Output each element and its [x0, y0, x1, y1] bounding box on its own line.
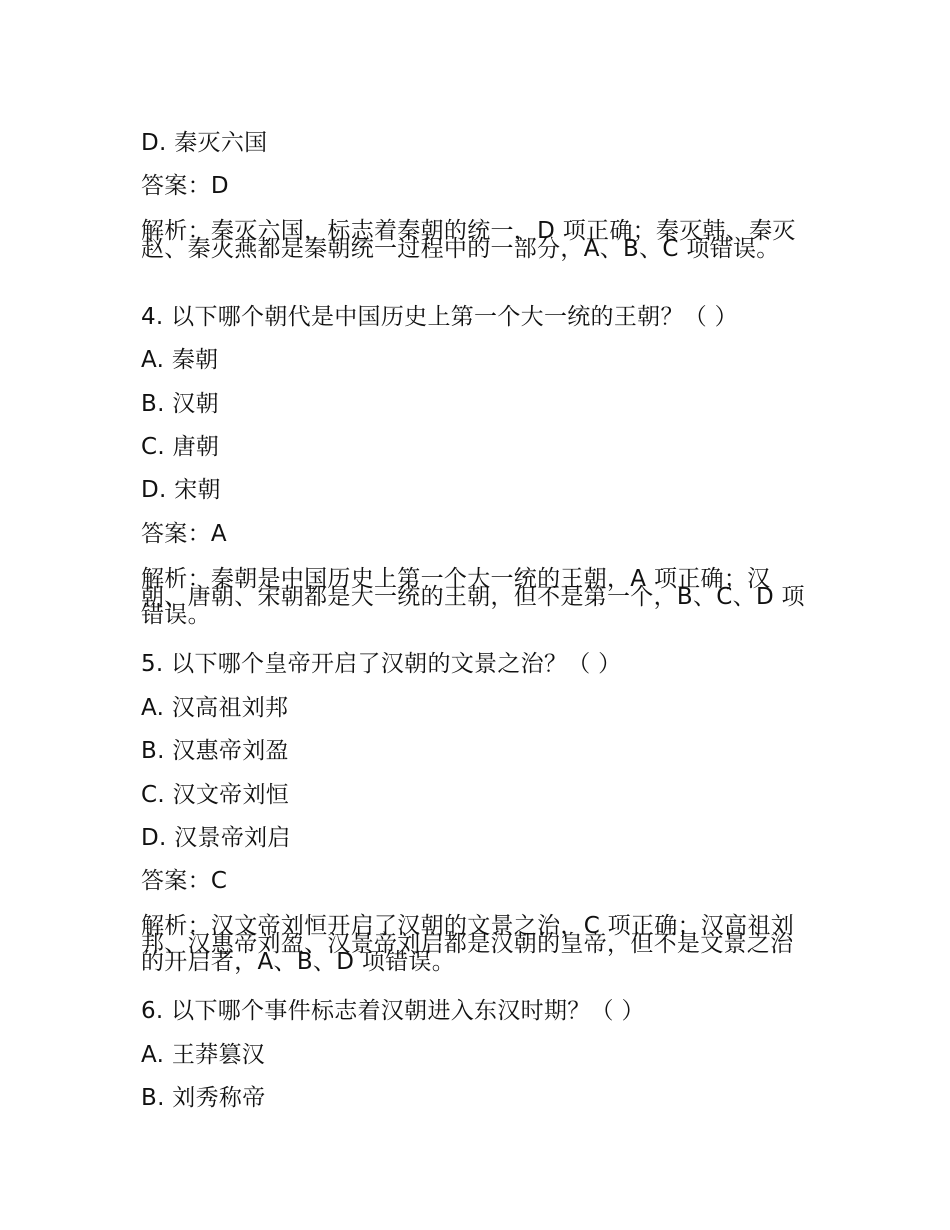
q5-question: 5. 以下哪个皇帝开启了汉朝的文景之治？（ ） [141, 651, 622, 677]
q4-question: 4. 以下哪个朝代是中国历史上第一个大一统的王朝？（ ） [141, 304, 738, 330]
q4-option-a: A. 秦朝 [141, 347, 219, 373]
q4-answer: 答案：A [141, 521, 227, 547]
q4-explanation: 解析：秦朝是中国历史上第一个大一统的王朝，A 项正确；汉朝、唐朝、宋朝都是大一统的王朝，但不是第一个，B、C、D 项错误。 [141, 566, 805, 628]
q6-option-a: A. 王莽篡汉 [141, 1042, 266, 1068]
q6-question: 6. 以下哪个事件标志着汉朝进入东汉时期？（ ） [141, 998, 645, 1024]
q6-option-b: B. 刘秀称帝 [141, 1085, 266, 1111]
q5-option-a: A. 汉高祖刘邦 [141, 695, 289, 721]
q3-option-d: D. 秦灭六国 [141, 130, 268, 156]
q5-answer: 答案：C [141, 868, 228, 894]
q5-option-c: C. 汉文帝刘恒 [141, 782, 290, 808]
q4-option-d: D. 宋朝 [141, 477, 221, 503]
q5-option-b: B. 汉惠帝刘盈 [141, 738, 289, 764]
q3-answer: 答案：D [141, 173, 229, 199]
q5-explanation: 解析：汉文帝刘恒开启了汉朝的文景之治，C 项正确；汉高祖刘邦、汉惠帝刘盈、汉景帝刘启都是汉朝的皇帝，但不是文景之治的开启者，A、B、D 项错误。 [141, 913, 795, 975]
q3-explanation: 解析：秦灭六国，标志着秦朝的统一，D 项正确；秦灭韩、秦灭赵、秦灭燕都是秦朝统一过程中的一部分，A、B、C 项错误。 [141, 218, 796, 262]
q4-option-c: C. 唐朝 [141, 434, 220, 460]
q4-option-b: B. 汉朝 [141, 391, 219, 417]
q5-option-d: D. 汉景帝刘启 [141, 825, 291, 851]
